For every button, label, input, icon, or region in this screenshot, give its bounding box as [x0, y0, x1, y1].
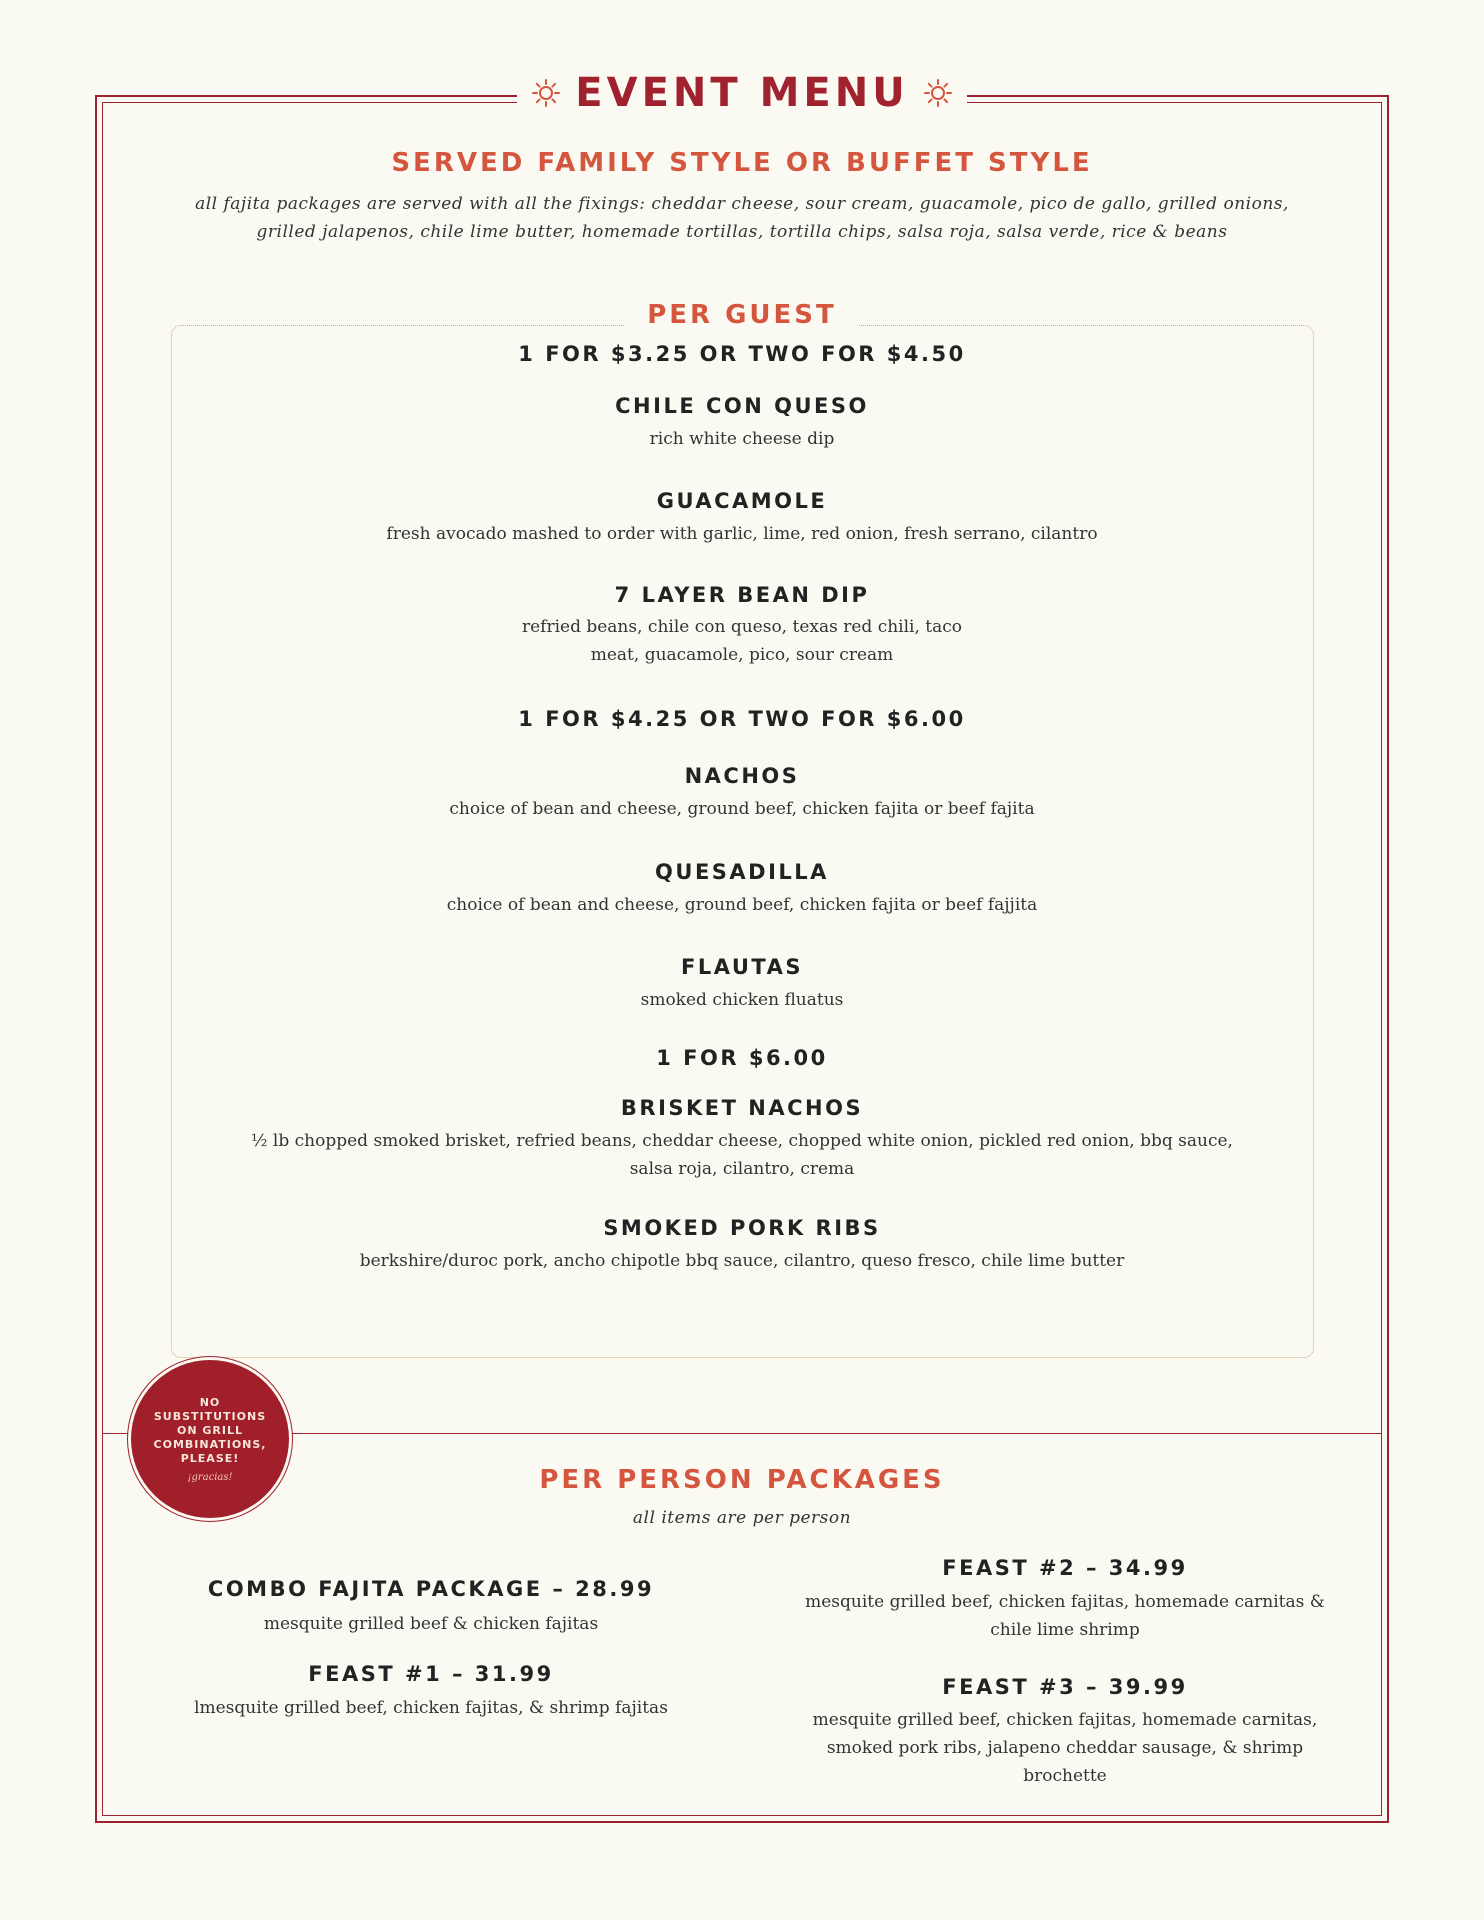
page-title: EVENT MENU [575, 70, 909, 116]
menu-item-desc: refried beans, chile con queso, texas red chili, taco meat, guacamole, pico, sour cream [521, 617, 963, 665]
package-desc: mesquite grilled beef, chicken fajitas, homemade carnitas & chile lime shrimp [805, 1592, 1325, 1640]
sun-icon [923, 78, 953, 108]
packages-heading: PER PERSON PACKAGES [539, 1465, 945, 1495]
menu-item-desc: berkshire/duroc pork, ancho chipotle bbq sauce, cilantro, queso fresco, chile lime butter [359, 1251, 1125, 1271]
title-row [0, 70, 1484, 116]
service-style-heading: SERVED FAMILY STYLE OR BUFFET STYLE [391, 148, 1093, 178]
sun-icon [531, 78, 561, 108]
menu-item-desc: fresh avocado mashed to order with garlic, lime, red onion, fresh serrano, cilantro [386, 524, 1098, 544]
menu-item-name: GUACAMOLE [656, 489, 828, 513]
menu-item-desc: rich white cheese dip [649, 429, 835, 449]
menu-item-name: FLAUTAS [681, 955, 803, 979]
menu-item-desc: ½ lb chopped smoked brisket, refried beans, cheddar cheese, chopped white onion, pickled red onion, bbq sauce, salsa roja, cilantro, crema [251, 1131, 1233, 1179]
section-divider [102, 1433, 1382, 1434]
price-tier-1: 1 FOR $3.25 OR TWO FOR $4.50 [518, 342, 966, 366]
packages-note: all items are per person [632, 1508, 852, 1528]
package-desc: mesquite grilled beef, chicken fajitas, homemade carnitas, smoked pork ribs, jalapeno cheddar sausage, & shrimp brochette [812, 1710, 1318, 1786]
package-name: COMBO FAJITA PACKAGE – 28.99 [207, 1577, 655, 1601]
menu-item-name: BRISKET NACHOS [620, 1096, 864, 1120]
package-desc: lmesquite grilled beef, chicken fajitas, & shrimp fajitas [194, 1698, 668, 1718]
menu-item-desc: smoked chicken fluatus [640, 990, 844, 1010]
menu-item-name: SMOKED PORK RIBS [603, 1216, 881, 1240]
price-tier-2: 1 FOR $4.25 OR TWO FOR $6.00 [518, 707, 966, 731]
fixings-description: all fajita packages are served with all the fixings: cheddar cheese, sour cream, guacamole, pico de gallo, grilled onions, grilled jalapenos, chile lime butter, homemade tortillas, tortilla chips, salsa roja, salsa verde, rice & beans [195, 194, 1289, 242]
package-name: FEAST #1 – 31.99 [308, 1662, 554, 1686]
menu-item-name: 7 LAYER BEAN DIP [614, 583, 870, 607]
price-tier-3: 1 FOR $6.00 [656, 1046, 828, 1070]
menu-item-desc: choice of bean and cheese, ground beef, chicken fajita or beef fajita [449, 799, 1035, 819]
menu-item-name: QUESADILLA [655, 860, 829, 884]
per-guest-heading: PER GUEST [0, 300, 1484, 330]
menu-item-name: CHILE CON QUESO [615, 394, 869, 418]
no-substitutions-badge: NO SUBSTITUTIONS ON GRILL COMBINATIONS, PLEASE! ¡gracias! [131, 1360, 289, 1518]
package-desc: mesquite grilled beef & chicken fajitas [263, 1614, 599, 1634]
menu-item-desc: choice of bean and cheese, ground beef, chicken fajita or beef fajjita [446, 895, 1038, 915]
menu-item-name: NACHOS [684, 764, 800, 788]
package-name: FEAST #2 – 34.99 [942, 1556, 1188, 1580]
package-name: FEAST #3 – 39.99 [942, 1675, 1188, 1699]
per-guest-box [171, 325, 1314, 1358]
